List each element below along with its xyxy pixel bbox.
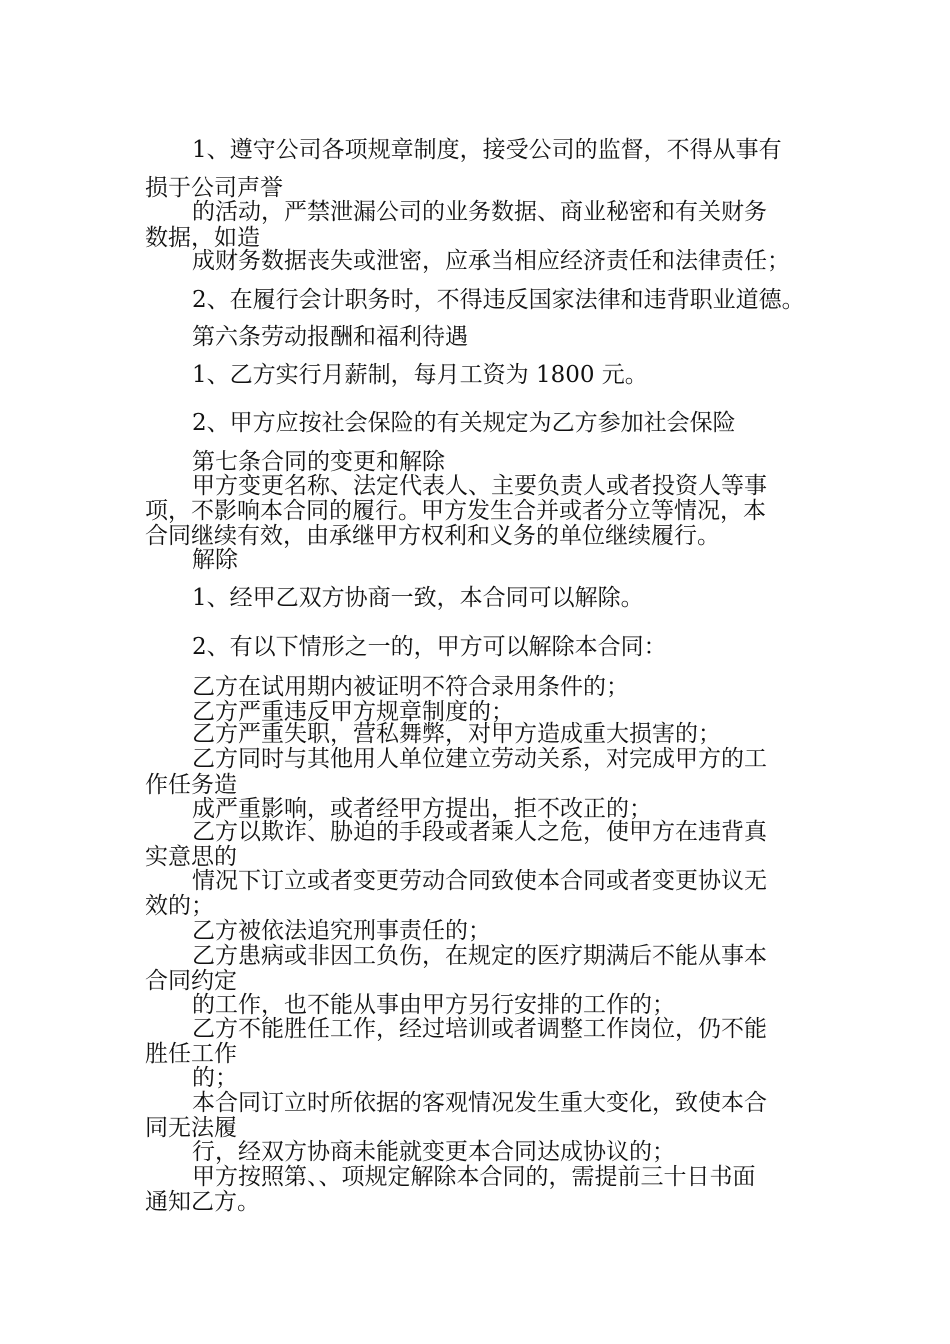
text-line: 1、遵守公司各项规章制度，接受公司的监督，不得从事有 <box>192 137 782 163</box>
list-item: 乙方不能胜任工作，经过培训或者调整工作岗位，仍不能 <box>192 1016 767 1042</box>
list-item: 乙方被依法追究刑事责任的； <box>192 918 491 944</box>
text-line: 的工作，也不能从事由甲方另行安排的工作的； <box>192 992 675 1018</box>
list-item: 乙方同时与其他用人单位建立劳动关系，对完成甲方的工 <box>192 746 767 772</box>
text-line: 同无法履 <box>145 1115 237 1141</box>
text-line: 1、经甲乙双方协商一致，本合同可以解除。 <box>192 585 644 611</box>
text-line: 合同约定 <box>145 968 237 994</box>
list-item: 乙方患病或非因工负伤，在规定的医疗期满后不能从事本 <box>192 943 767 969</box>
text-line: 2、甲方应按社会保险的有关规定为乙方参加社会保险 <box>192 410 736 436</box>
text-line: 的； <box>192 1065 238 1091</box>
text-line: 通知乙方。 <box>145 1189 260 1215</box>
text-line: 数据，如造 <box>145 225 260 251</box>
section-heading: 第七条合同的变更和解除 <box>192 449 445 475</box>
text-line: 项，不影响本合同的履行。甲方发生合并或者分立等情况，本 <box>145 498 766 524</box>
text-line: 胜任工作 <box>145 1041 237 1067</box>
text-line: 甲方变更名称、法定代表人、主要负责人或者投资人等事 <box>192 473 767 499</box>
text-line: 成财务数据丧失或泄密，应承当相应经济责任和法律责任； <box>192 248 790 274</box>
text-line: 的活动，严禁泄漏公司的业务数据、商业秘密和有关财务 <box>192 199 767 225</box>
text-line: 甲方按照第、、项规定解除本合同的，需提前三十日书面 <box>192 1164 756 1190</box>
text-line: 2、有以下情形之一的，甲方可以解除本合同： <box>192 634 667 660</box>
list-item: 乙方以欺诈、胁迫的手段或者乘人之危，使甲方在违背真 <box>192 819 767 845</box>
text-line: 行，经双方协商未能就变更本合同达成协议的； <box>192 1139 675 1165</box>
text-line: 1、乙方实行月薪制，每月工资为 1800 元。 <box>192 362 648 388</box>
text-line: 成严重影响，或者经甲方提出，拒不改正的； <box>192 796 652 822</box>
text-line: 情况下订立或者变更劳动合同致使本合同或者变更协议无 <box>192 868 767 894</box>
text-line: 效的； <box>145 893 214 919</box>
text-line: 实意思的 <box>145 844 237 870</box>
list-item: 本合同订立时所依据的客观情况发生重大变化，致使本合 <box>192 1090 767 1116</box>
text-line: 合同继续有效，由承继甲方权利和义务的单位继续履行。 <box>145 523 720 549</box>
text-line: 作任务造 <box>145 772 237 798</box>
text-line: 2、在履行会计职务时，不得违反国家法律和违背职业道德。 <box>192 287 805 313</box>
text-line: 解除 <box>192 547 238 573</box>
list-item: 乙方严重违反甲方规章制度的； <box>192 699 514 725</box>
section-heading: 第六条劳动报酬和福利待遇 <box>192 324 468 350</box>
list-item: 乙方严重失职，营私舞弊，对甲方造成重大损害的； <box>192 721 721 747</box>
list-item: 乙方在试用期内被证明不符合录用条件的； <box>192 674 629 700</box>
text-line: 损于公司声誉 <box>145 175 283 201</box>
